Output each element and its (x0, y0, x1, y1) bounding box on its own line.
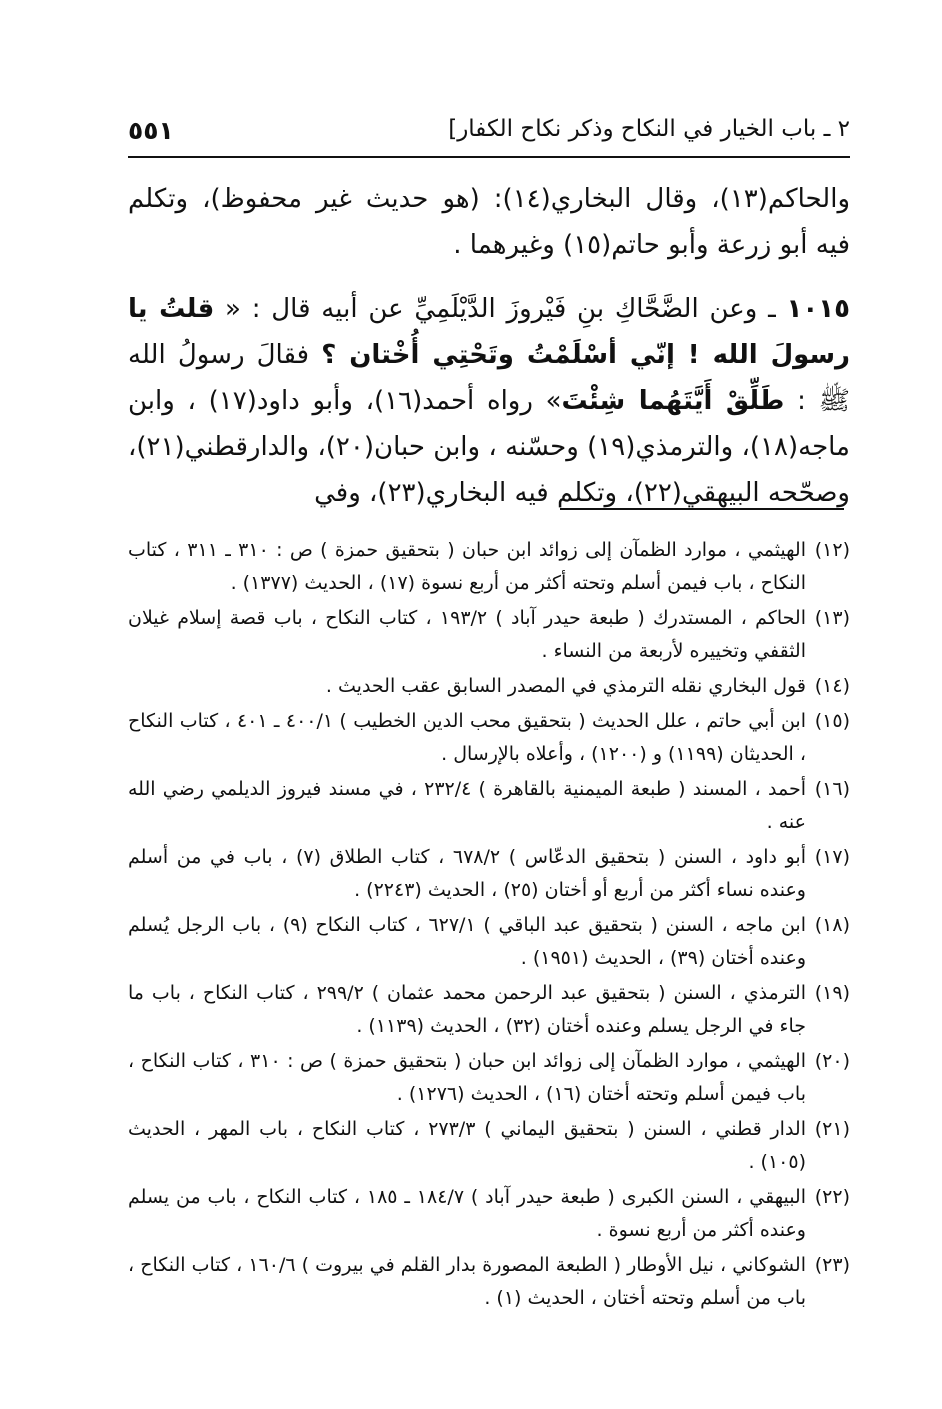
footnote-text: الترمذي ، السنن ( بتحقيق عبد الرحمن محمد عثمان ) ٢٩٩/٢ ، كتاب النكاح ، باب ما جاء في الرجل يسلم وعنده أختان (٣٢) ، الحديث (١١٣٩) . (128, 982, 806, 1037)
footnotes (128, 534, 850, 1317)
footnote-number: (٢٣) (814, 1254, 850, 1276)
footnote-number: (١٩) (814, 982, 850, 1004)
footnote-number: (١٣) (814, 607, 850, 629)
footnote-text: قول البخاري نقله الترمذي في المصدر السابق عقب الحديث . (325, 675, 806, 697)
footnote-text: الحاكم ، المستدرك ( طبعة حيدر آباد ) ١٩٣/٢ ، كتاب النكاح ، باب قصة إسلام غيلان الثقفي وتخييره لأربعة من النساء . (128, 607, 806, 662)
footnote-number: (١٧) (814, 846, 850, 868)
main-text (128, 176, 850, 516)
footnote (128, 977, 850, 1043)
hadith-quote-question: قلتُ يا رسولَ الله ! إنّي أسْلَمْتُ وتَحْتِي أُخْتان ؟ (128, 294, 850, 370)
hadith-sources: » رواه أحمد(١٦)، وأبو داود(١٧) ، وابن ماجه(١٨)، والترمذي(١٩) وحسّنه ، وابن حبان(٢٠)، والدارقطني(٢١)، وصحّحه البيهقي(٢٢)، وتكلم فيه البخاري(٢٣)، وفي (128, 386, 850, 508)
page-number: ٥٥١ (128, 116, 174, 145)
chapter-title: ٢ ـ باب الخيار في النكاح وذكر نكاح الكفار] (448, 116, 850, 142)
footnote-number: (٢٠) (814, 1050, 850, 1072)
hadith-number: ١٠١٥ (786, 294, 850, 324)
footnote (128, 841, 850, 907)
footnote (128, 602, 850, 668)
footnote (128, 1045, 850, 1111)
running-header (128, 112, 850, 152)
footnote-text: ابن أبي حاتم ، علل الحديث ( بتحقيق محب الدين الخطيب ) ٤٠٠/١ ـ ٤٠١ ، كتاب النكاح ، الحديثان (١١٩٩) و (١٢٠٠) ، وأعلاه بالإرسال . (128, 710, 806, 765)
footnote-number: (١٨) (814, 914, 850, 936)
footnote (128, 1113, 850, 1179)
hadith-paragraph (128, 286, 850, 516)
footnote-separator (560, 508, 844, 510)
paragraph-continuation: والحاكم(١٣)، وقال البخاري(١٤): (هو حديث غير محفوظ)، وتكلم فيه أبو زرعة وأبو حاتم(١٥) وغيرهما . (128, 184, 850, 260)
hadith-narration: ـ وعن الضَّحَّاكِ بنِ فَيْروزَ الدَّيْلَمِيِّ عن أبيه قال : « (214, 294, 787, 324)
footnote-number: (١٦) (814, 778, 850, 800)
footnote-text: أحمد ، المسند ( طبعة الميمنية بالقاهرة ) ٢٣٢/٤ ، في مسند فيروز الديلمي رضي الله عنه . (128, 778, 806, 833)
footnote-text: الهيثمي ، موارد الظمآن إلى زوائد ابن حبان ( بتحقيق حمزة ) ص : ٣١٠ ، كتاب النكاح ، باب فيمن أسلم وتحته أختان (١٦) ، الحديث (١٢٧٦) . (128, 1050, 806, 1105)
header-rule (128, 156, 850, 158)
hadith-narration-mid: فقالَ رسولُ الله ﷺ : (128, 340, 851, 416)
footnote-text: البيهقي ، السنن الكبرى ( طبعة حيدر آباد ) ١٨٤/٧ ـ ١٨٥ ، كتاب النكاح ، باب من يسلم وعنده أكثر من أربع نسوة . (128, 1186, 806, 1241)
footnote (128, 705, 850, 771)
footnote-text: الدار قطني ، السنن ( بتحقيق اليماني ) ٢٧٣/٣ ، كتاب النكاح ، باب المهر ، الحديث (١٠٥) . (128, 1118, 806, 1173)
footnote-text: الشوكاني ، نيل الأوطار ( الطبعة المصورة بدار القلم في بيروت ) ١٦٠/٦ ، كتاب النكاح ، باب من أسلم وتحته أختان ، الحديث (١) . (128, 1254, 806, 1309)
footnote (128, 773, 850, 839)
footnote (128, 1181, 850, 1247)
footnote (128, 909, 850, 975)
footnote-number: (١٥) (814, 710, 850, 732)
footnote-text: الهيثمي ، موارد الظمآن إلى زوائد ابن حبان ( بتحقيق حمزة ) ص : ٣١٠ ـ ٣١١ ، كتاب النكاح ، باب فيمن أسلم وتحته أكثر من أربع نسوة (١٧) ، الحديث (١٣٧٧) . (128, 539, 806, 594)
footnote-text: أبو داود ، السنن ( بتحقيق الدعّاس ) ٦٧٨/٢ ، كتاب الطلاق (٧) ، باب في من أسلم وعنده نساء أكثر من أربع أو أختان (٢٥) ، الحديث (٢٢٤٣) . (128, 846, 806, 901)
footnote-number: (١٤) (814, 675, 850, 697)
footnote (128, 670, 850, 703)
footnote (128, 534, 850, 600)
footnote-number: (٢٢) (814, 1186, 850, 1208)
footnote (128, 1249, 850, 1315)
footnote-number: (٢١) (814, 1118, 850, 1140)
footnote-number: (١٢) (814, 539, 850, 561)
hadith-quote-answer: طَلِّقْ أَيَّتَهُما شِئْتَ (561, 386, 785, 416)
footnote-text: ابن ماجه ، السنن ( بتحقيق عبد الباقي ) ٦٢٧/١ ، كتاب النكاح (٩) ، باب الرجل يُسلم وعنده أختان (٣٩) ، الحديث (١٩٥١) . (128, 914, 806, 969)
